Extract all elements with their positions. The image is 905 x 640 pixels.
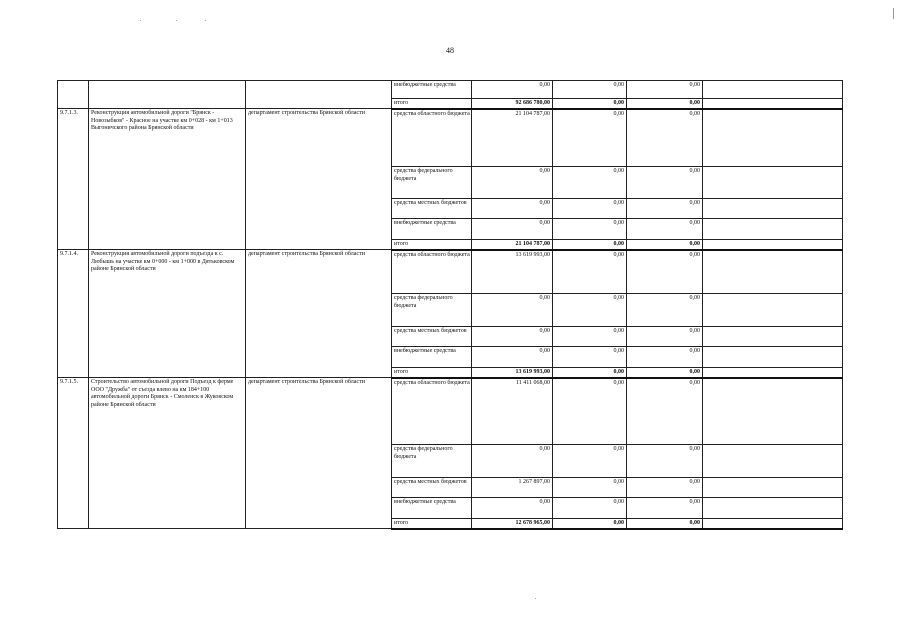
executor-cell	[246, 81, 392, 109]
empty-cell	[703, 478, 843, 498]
funding-source: внебюджетные средства	[392, 81, 472, 99]
amount-cell-3: 0,00	[627, 498, 703, 519]
amount-cell-2: 0,00	[553, 250, 627, 294]
amount-cell-2: 0,00	[553, 219, 627, 240]
scan-speck	[535, 598, 536, 599]
empty-cell	[703, 327, 843, 347]
empty-cell	[703, 445, 843, 478]
amount-cell-3: 0,00	[627, 294, 703, 327]
page-number: 48	[446, 46, 454, 55]
amount-cell-3: 0,00	[627, 240, 703, 250]
empty-cell	[703, 347, 843, 368]
amount-cell-2: 0,00	[553, 347, 627, 368]
amount-cell-3: 0,00	[627, 378, 703, 445]
scan-speck	[176, 20, 177, 21]
amount-cell-2: 0,00	[553, 167, 627, 199]
amount-cell-1: 0,00	[472, 219, 553, 240]
item-executor: департамент строительства Брянской области	[246, 109, 392, 250]
scan-speck	[140, 20, 141, 21]
amount-cell-1: 0,00	[472, 199, 553, 219]
total-label: итого	[392, 240, 472, 250]
funding-source: средства федерального бюджета	[392, 294, 472, 327]
empty-cell	[703, 167, 843, 199]
scan-speck	[205, 20, 206, 21]
item-executor: департамент строительства Брянской области	[246, 378, 392, 529]
amount-cell-1: 0,00	[472, 167, 553, 199]
amount-cell-1: 0,00	[472, 81, 553, 99]
amount-cell-1: 0,00	[472, 294, 553, 327]
item-executor: департамент строительства Брянской области	[246, 250, 392, 378]
item-code: 9.7.1.5.	[58, 378, 89, 529]
empty-cell	[703, 219, 843, 240]
amount-cell-3: 0,00	[627, 368, 703, 378]
amount-cell-2: 0,00	[553, 109, 627, 167]
item-name: Строительство автомобильной дороги Подъезд к ферме ООО "Дружба" от съезда влево на км 184+100 автомобильной дороги Брянск - Смоленск в Жуковском районе Брянской области	[89, 378, 246, 529]
empty-cell	[703, 498, 843, 519]
empty-cell	[703, 199, 843, 219]
amount-cell-1: 92 686 780,00	[472, 99, 553, 109]
amount-cell-3: 0,00	[627, 519, 703, 529]
funding-source: средства федерального бюджета	[392, 445, 472, 478]
table-row	[58, 109, 843, 167]
amount-cell-1: 0,00	[472, 347, 553, 368]
table-row	[58, 250, 843, 294]
empty-cell	[703, 109, 843, 167]
total-label: итого	[392, 368, 472, 378]
empty-cell	[703, 294, 843, 327]
name-cell	[89, 81, 246, 109]
budget-table	[57, 80, 843, 530]
item-code: 9.7.1.3.	[58, 109, 89, 250]
amount-cell-2: 0,00	[553, 99, 627, 109]
amount-cell-2: 0,00	[553, 327, 627, 347]
amount-cell-3: 0,00	[627, 167, 703, 199]
amount-cell-1: 13 619 993,00	[472, 250, 553, 294]
total-label: итого	[392, 519, 472, 529]
amount-cell-1: 0,00	[472, 327, 553, 347]
amount-cell-2: 0,00	[553, 478, 627, 498]
amount-cell-3: 0,00	[627, 478, 703, 498]
funding-source: внебюджетные средства	[392, 498, 472, 519]
amount-cell-2: 0,00	[553, 294, 627, 327]
item-code: 9.7.1.4.	[58, 250, 89, 378]
empty-cell	[703, 240, 843, 250]
amount-cell-2: 0,00	[553, 445, 627, 478]
amount-cell-1: 1 267 897,00	[472, 478, 553, 498]
amount-cell-1: 21 104 787,00	[472, 240, 553, 250]
funding-source: средства местных бюджетов	[392, 199, 472, 219]
amount-cell-2: 0,00	[553, 498, 627, 519]
amount-cell-2: 0,00	[553, 378, 627, 445]
amount-cell-1: 21 104 787,00	[472, 109, 553, 167]
amount-cell-1: 12 678 965,00	[472, 519, 553, 529]
total-label: итого	[392, 99, 472, 109]
empty-cell	[703, 519, 843, 529]
empty-cell	[703, 250, 843, 294]
amount-cell-3: 0,00	[627, 219, 703, 240]
amount-cell-2: 0,00	[553, 199, 627, 219]
amount-cell-2: 0,00	[553, 240, 627, 250]
amount-cell-3: 0,00	[627, 99, 703, 109]
scan-edge-mark	[893, 8, 894, 19]
funding-source: средства областного бюджета	[392, 378, 472, 445]
funding-source: внебюджетные средства	[392, 219, 472, 240]
empty-cell	[703, 368, 843, 378]
funding-source: средства областного бюджета	[392, 109, 472, 167]
table-row	[58, 378, 843, 445]
amount-cell-2: 0,00	[553, 519, 627, 529]
funding-source: средства местных бюджетов	[392, 327, 472, 347]
amount-cell-3: 0,00	[627, 327, 703, 347]
funding-source: средства областного бюджета	[392, 250, 472, 294]
item-name: Реконструкция автомобильной дороги подъезда к с. Любышь на участке км 0+000 - км 1+000 в Дятьковском районе Брянской области	[89, 250, 246, 378]
funding-source: средства местных бюджетов	[392, 478, 472, 498]
funding-source: средства федерального бюджета	[392, 167, 472, 199]
amount-cell-3: 0,00	[627, 199, 703, 219]
amount-cell-2: 0,00	[553, 81, 627, 99]
amount-cell-3: 0,00	[627, 347, 703, 368]
amount-cell-2: 0,00	[553, 368, 627, 378]
amount-cell-1: 0,00	[472, 445, 553, 478]
item-name: Реконструкция автомобильной дороги "Брянск - Новозыбков" - Красное на участке км 0+028 - км 1+013 Выгоничского района Брянской области	[89, 109, 246, 250]
amount-cell-3: 0,00	[627, 81, 703, 99]
table-row	[58, 81, 843, 99]
amount-cell-3: 0,00	[627, 250, 703, 294]
amount-cell-1: 0,00	[472, 498, 553, 519]
code-cell	[58, 81, 89, 109]
empty-cell	[703, 81, 843, 99]
amount-cell-3: 0,00	[627, 109, 703, 167]
empty-cell	[703, 99, 843, 109]
amount-cell-3: 0,00	[627, 445, 703, 478]
amount-cell-1: 13 619 993,00	[472, 368, 553, 378]
empty-cell	[703, 378, 843, 445]
amount-cell-1: 11 411 068,00	[472, 378, 553, 445]
funding-source: внебюджетные средства	[392, 347, 472, 368]
